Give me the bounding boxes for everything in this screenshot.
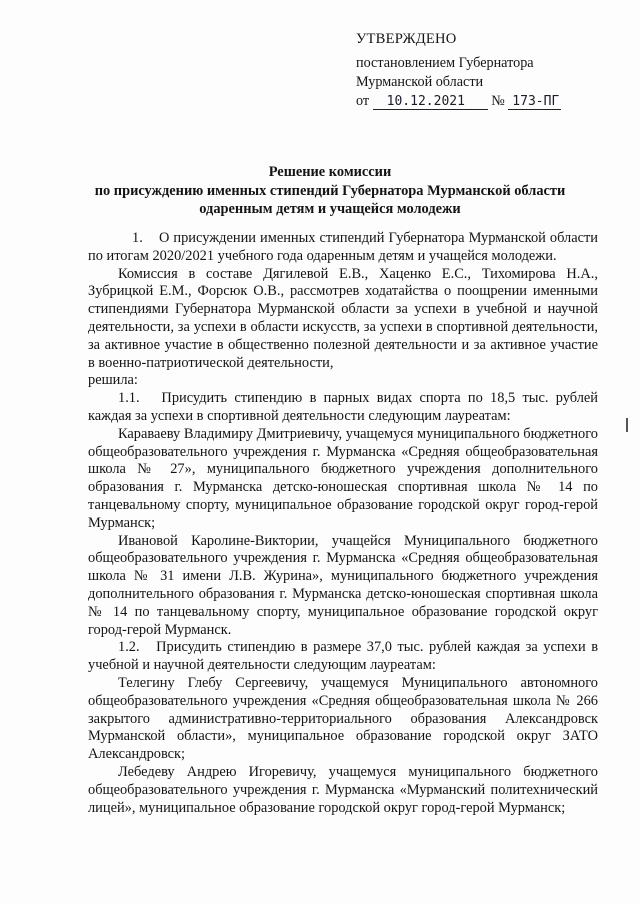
- approval-line-2: Мурманской области: [356, 74, 484, 90]
- paragraph-clause-1-1: 1.1. Присудить стипендию в парных видах спорта по 18,5 тыс. рублей каждая за успехи в спортивной деятельности следующим лауреатам:: [88, 390, 598, 424]
- title-line-3: одаренным детям и учащейся молодежи: [199, 201, 461, 217]
- paragraph-decided: решила:: [88, 372, 138, 389]
- paragraph-clause-1-2: 1.2. Присудить стипендию в размере 37,0 тыс. рублей каждая за успехи в учебной и научной деятельности следующим лауреатам:: [88, 639, 598, 674]
- approval-block: [356, 30, 616, 111]
- title-line-1: Решение комиссии: [268, 164, 392, 180]
- document-body: [88, 230, 598, 817]
- paragraph-commission: Комиссия в составе Дягилевой Е.В., Хаценко Е.С., Тихомирова Н.А., Зубрицкой Е.М., Форсюк О.В., рассмотрев ходатайства о поощрении именными стипендиями Губернатора Мурманской области за успехи в учебной и научной деятельности, за успехи в области искусств, за успехи в спортивной деятельности, за активное участие в общественно полезной деятельности и за активное участие в военно-патриотической деятельности,: [88, 265, 598, 371]
- approval-date-line: [356, 92, 616, 111]
- paragraph-laureate-ivanova: Ивановой Каролине-Виктории, учащейся Муниципального бюджетного общеобразовательного учреждения г. Мурманска «Средняя общеобразовательная школа № 31 имени Л.В. Журина», муниципального бюджетного учреждения дополнительного образования г. Мурманска детско-юношеская спортивная школа № 14 по танцевальному спорту, муниципальное образование городской округ город-герой Мурманск.: [88, 532, 598, 638]
- paragraph-laureate-telegin: Телегину Глебу Сергеевичу, учащемуся Муниципального автономного общеобразовательного учреждения «Средняя общеобразовательная школа № 266 закрытого административно-территориального образования Александровск Мурманской области», муниципальное образование городской округ ЗАТО Александровск;: [88, 674, 598, 763]
- date-prefix: от: [356, 93, 370, 109]
- paragraph-laureate-lebedev: Лебедеву Андрею Игоревичу, учащемуся муниципального бюджетного общеобразовательного учреждения г. Мурманска «Мурманский политехнический лицей», муниципальное образование городской округ город-герой Мурманск;: [88, 763, 598, 816]
- number-prefix: №: [491, 93, 505, 109]
- decree-date: 10.12.2021: [373, 95, 488, 110]
- scan-margin-mark: [626, 418, 628, 432]
- paragraph-section-1: 1. О присуждении именных стипендий Губернатора Мурманской области по итогам 2020/2021 учебного года одаренным детям и учащейся молодежи.: [88, 230, 598, 264]
- decree-number: 173-ПГ: [508, 95, 561, 110]
- document-title: [60, 163, 600, 219]
- title-line-2: по присуждению именных стипендий Губернатора Мурманской области: [94, 182, 566, 199]
- approval-heading: УТВЕРЖДЕНО: [356, 31, 457, 47]
- approval-line-1: постановлением Губернатора: [356, 55, 534, 71]
- paragraph-laureate-karavaev: Караваеву Владимиру Дмитриевичу, учащемуся муниципального бюджетного общеобразовательного учреждения г. Мурманска «Средняя общеобразовательная школа № 27», муниципального бюджетного учреждения дополнительного образования г. Мурманска детско-юношеская спортивная школа № 14 по танцевальному спорту, муниципальное образование городской округ город-герой Мурманск;: [88, 425, 598, 531]
